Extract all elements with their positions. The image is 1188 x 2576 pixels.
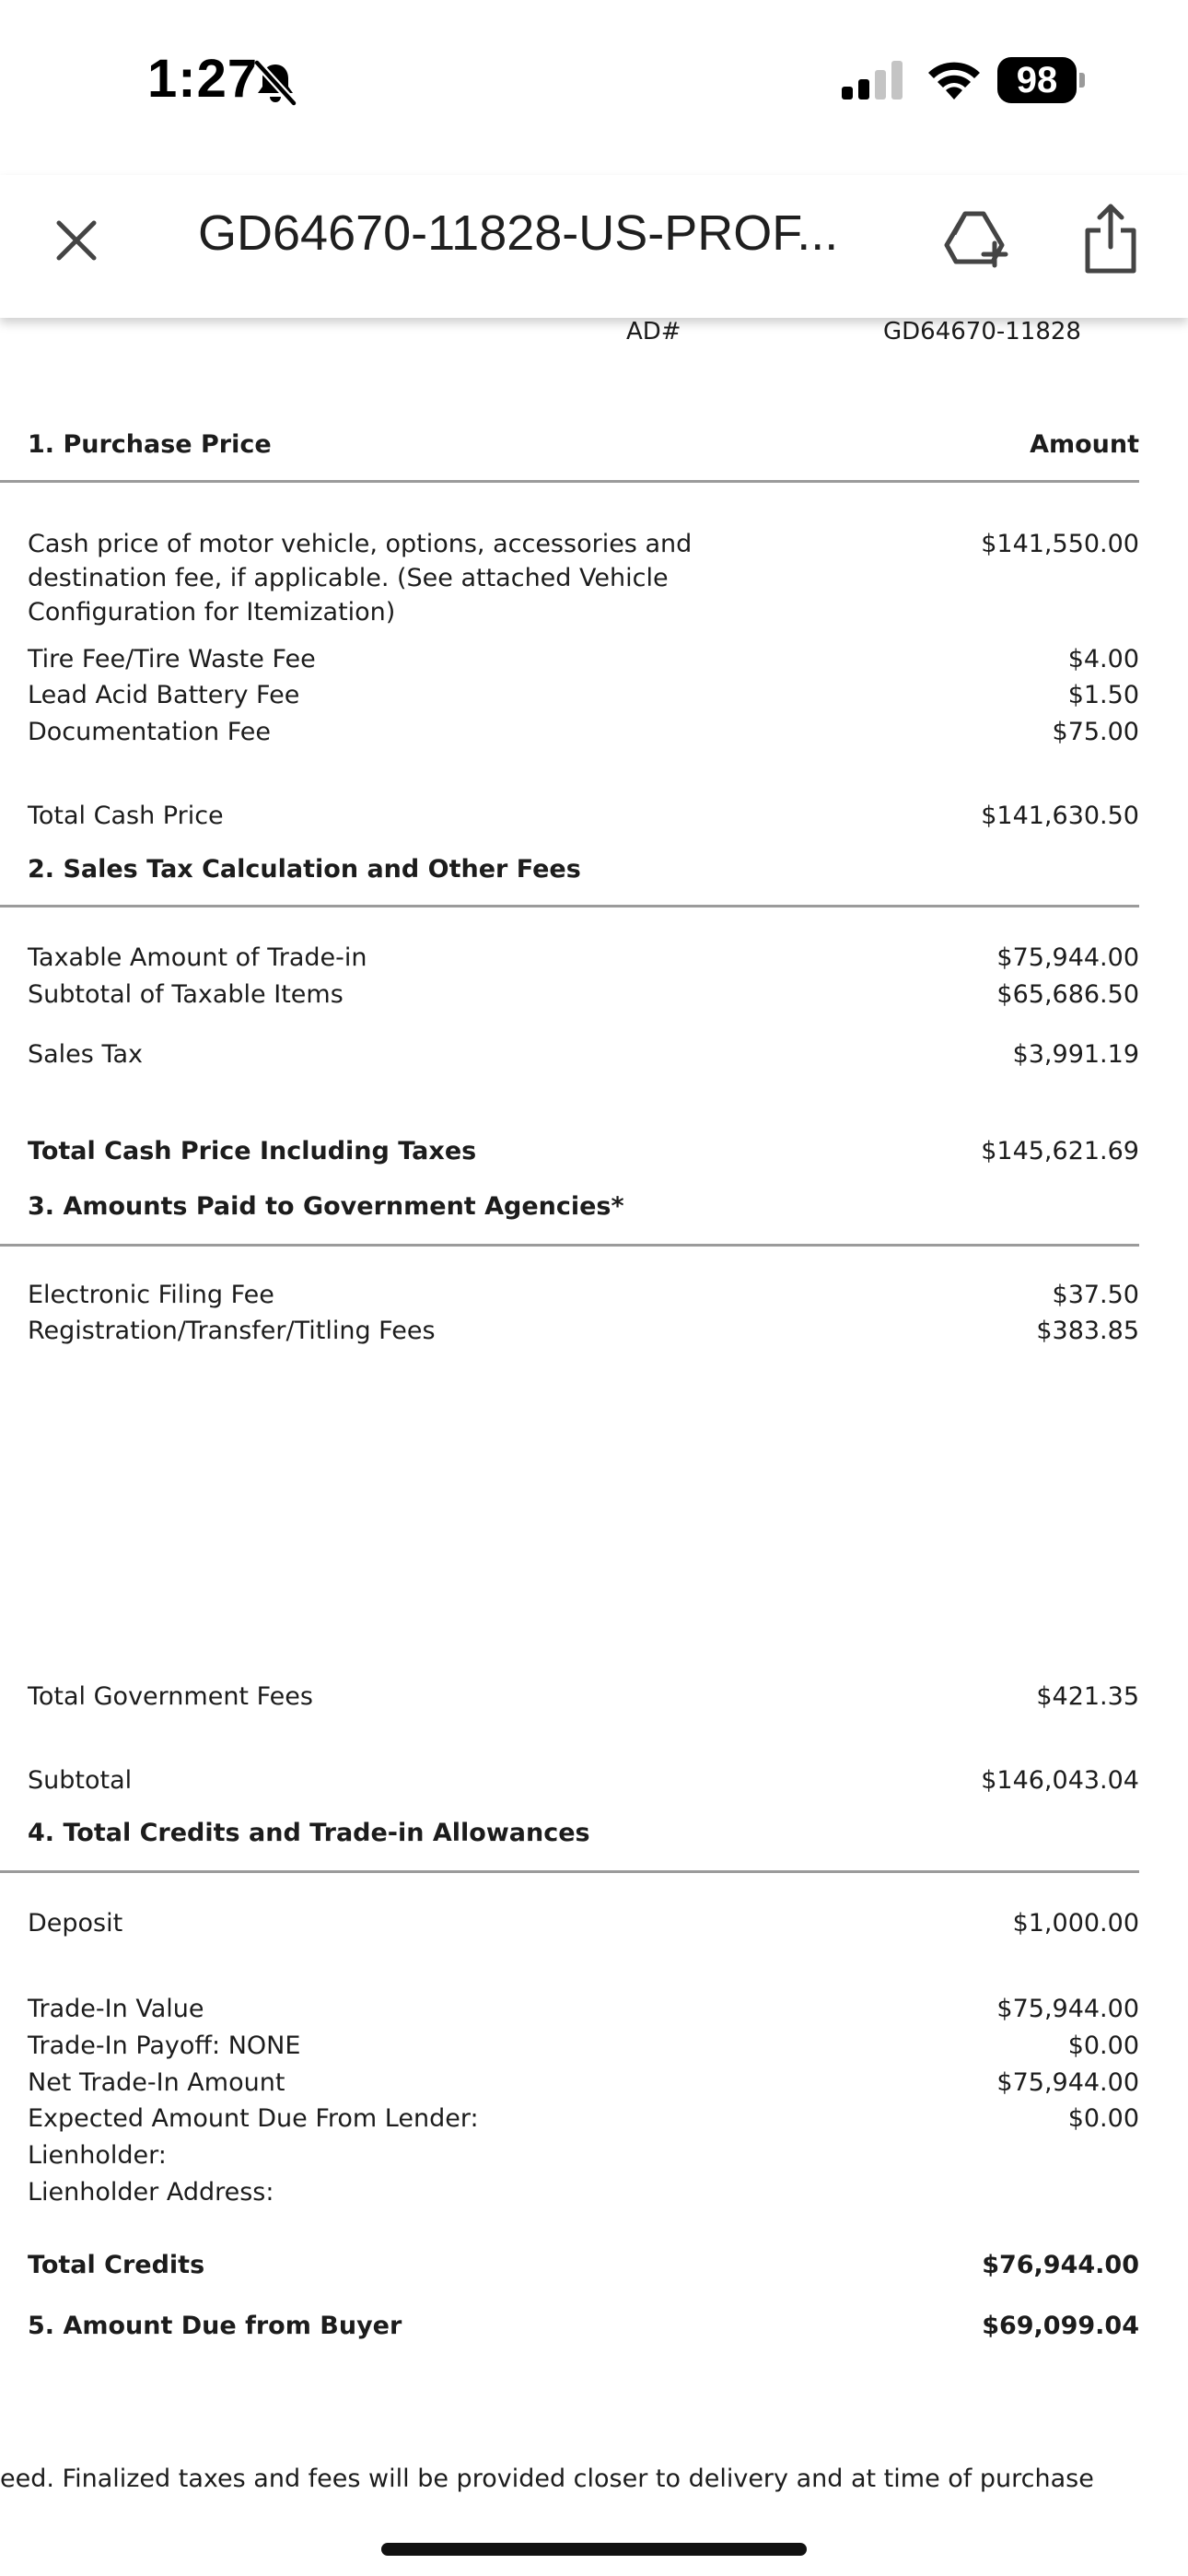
lienholder-address-label: Lienholder Address: — [28, 2178, 274, 2207]
total-credits-label: Total Credits — [28, 2251, 205, 2279]
document-title: GD64670-11828-US-PROF... — [198, 205, 839, 261]
taxable-trade-in-value: $75,944.00 — [996, 943, 1139, 972]
section-1-heading: 1. Purchase Price — [28, 430, 272, 459]
taxable-subtotal-value: $65,686.50 — [996, 980, 1139, 1009]
cash-price-label-line3: Configuration for Itemization) — [28, 598, 396, 626]
subtotal-label: Subtotal — [28, 1766, 133, 1795]
amount-header: Amount — [1030, 430, 1139, 459]
taxable-trade-in-label: Taxable Amount of Trade-in — [28, 943, 367, 972]
doc-fee-value: $75.00 — [1052, 718, 1139, 746]
lender-due-label: Expected Amount Due From Lender: — [28, 2104, 479, 2133]
sales-tax-label: Sales Tax — [28, 1040, 143, 1069]
footnote: eed. Finalized taxes and fees will be provided closer to delivery and at time of purchase — [0, 2465, 1094, 2493]
close-icon[interactable] — [46, 210, 107, 271]
electronic-filing-fee-label: Electronic Filing Fee — [28, 1281, 274, 1309]
net-trade-in-label: Net Trade-In Amount — [28, 2068, 285, 2097]
home-indicator[interactable] — [381, 2543, 807, 2556]
section-2-heading: 2. Sales Tax Calculation and Other Fees — [28, 855, 581, 884]
battery-indicator — [997, 57, 1086, 103]
electronic-filing-fee-value: $37.50 — [1052, 1281, 1139, 1309]
section-4-divider — [0, 1870, 1139, 1873]
trade-in-value-label: Trade-In Value — [28, 1995, 204, 2023]
trade-in-value-value: $75,944.00 — [996, 1995, 1139, 2023]
lender-due-value: $0.00 — [1067, 2104, 1139, 2133]
deposit-label: Deposit — [28, 1909, 123, 1938]
battery-level: 98 — [1016, 60, 1058, 100]
total-with-taxes-label: Total Cash Price Including Taxes — [28, 1137, 477, 1165]
wifi-icon — [925, 57, 984, 101]
total-with-taxes-value: $145,621.69 — [981, 1137, 1139, 1165]
trade-in-payoff-value: $0.00 — [1067, 2032, 1139, 2060]
add-to-drive-icon[interactable] — [943, 208, 1009, 269]
cellular-signal-icon — [840, 61, 904, 101]
ad-value: GD64670-11828 — [883, 318, 1081, 345]
tire-fee-value: $4.00 — [1067, 645, 1139, 673]
section-3-heading: 3. Amounts Paid to Government Agencies* — [28, 1192, 624, 1221]
silent-bell-icon — [251, 59, 299, 107]
share-icon[interactable] — [1082, 203, 1139, 275]
registration-fees-label: Registration/Transfer/Titling Fees — [28, 1317, 436, 1345]
ad-label: AD# — [626, 318, 681, 345]
status-time: 1:27 — [147, 49, 259, 109]
taxable-subtotal-label: Subtotal of Taxable Items — [28, 980, 344, 1009]
tire-fee-label: Tire Fee/Tire Waste Fee — [28, 645, 316, 673]
total-cash-price-value: $141,630.50 — [981, 802, 1139, 830]
battery-fee-label: Lead Acid Battery Fee — [28, 681, 300, 709]
total-government-fees-value: $421.35 — [1036, 1682, 1139, 1711]
trade-in-payoff-label: Trade-In Payoff: NONE — [28, 2032, 301, 2060]
deposit-value: $1,000.00 — [1012, 1909, 1139, 1938]
total-cash-price-label: Total Cash Price — [28, 802, 224, 830]
cash-price-value: $141,550.00 — [981, 530, 1139, 558]
sales-tax-value: $3,991.19 — [1012, 1040, 1139, 1069]
section-2-divider — [0, 905, 1139, 907]
registration-fees-value: $383.85 — [1036, 1317, 1139, 1345]
section-4-heading: 4. Total Credits and Trade-in Allowances — [28, 1819, 590, 1847]
section-3-divider — [0, 1244, 1139, 1247]
total-government-fees-label: Total Government Fees — [28, 1682, 313, 1711]
cash-price-label-line2: destination fee, if applicable. (See attached Vehicle — [28, 564, 669, 592]
section-5-heading: 5. Amount Due from Buyer — [28, 2312, 402, 2340]
subtotal-value: $146,043.04 — [981, 1766, 1139, 1795]
doc-fee-label: Documentation Fee — [28, 718, 272, 746]
lienholder-label: Lienholder: — [28, 2141, 167, 2170]
net-trade-in-value: $75,944.00 — [996, 2068, 1139, 2097]
cash-price-label-line1: Cash price of motor vehicle, options, accessories and — [28, 530, 693, 558]
amount-due-value: $69,099.04 — [982, 2312, 1139, 2340]
battery-fee-value: $1.50 — [1067, 681, 1139, 709]
section-1-divider — [0, 480, 1139, 483]
total-credits-value: $76,944.00 — [982, 2251, 1139, 2279]
